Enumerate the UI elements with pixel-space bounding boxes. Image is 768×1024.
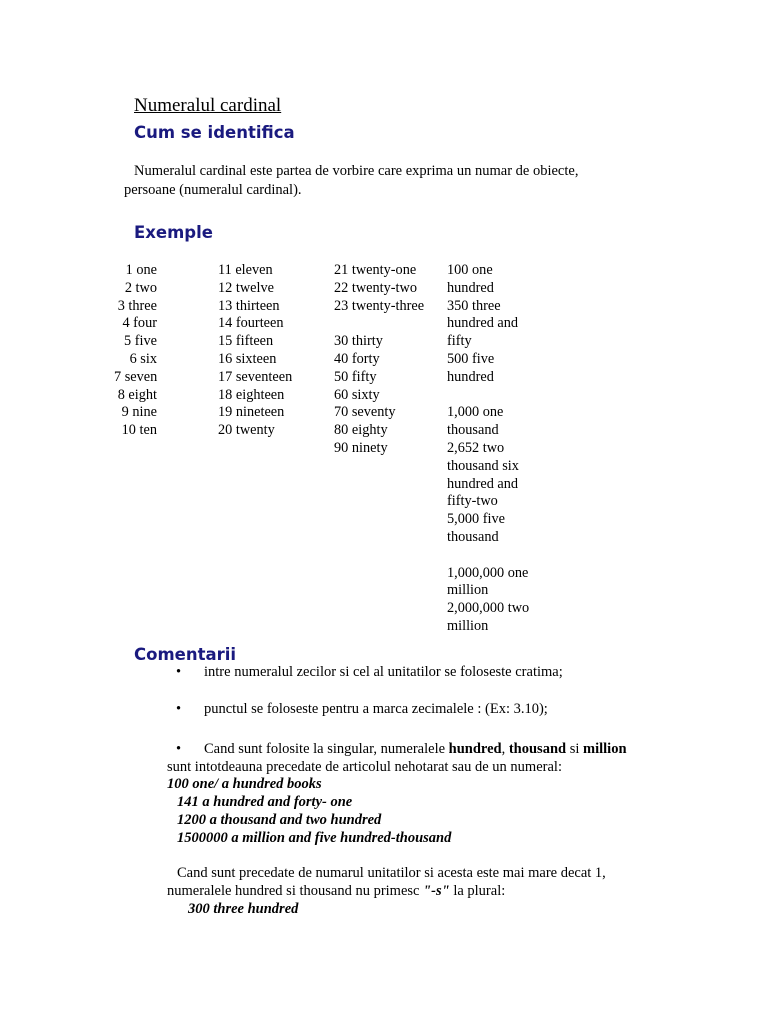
number-entry: 2,000,000 two	[447, 600, 530, 617]
bullet-item-hyphen: intre numeralul zecilor si cel al unitatilor se foloseste cratima;	[204, 664, 563, 680]
plural-note-prefix: numeralele hundred si thousand nu primesc	[167, 883, 424, 899]
number-entry: thousand	[447, 422, 499, 439]
example-line: 1500000 a million and five hundred-thousand	[177, 830, 452, 846]
intro-paragraph	[124, 162, 578, 200]
example-line: 141 a hundred and forty- one	[177, 794, 353, 810]
number-entry: 7 seven	[114, 368, 158, 385]
heading-identify: Cum se identifica	[134, 123, 295, 142]
heading-comments: Comentarii	[134, 645, 237, 664]
number-entry: 13 thirteen	[218, 297, 280, 314]
number-entry: 10 ten	[121, 422, 157, 439]
number-entry: million	[447, 582, 489, 599]
word-hundred: hundred	[448, 741, 502, 757]
number-entry: 5 five	[124, 333, 157, 350]
heading-examples: Exemple	[134, 223, 213, 242]
number-entry: 12 twelve	[218, 279, 274, 296]
word-thousand: thousand	[508, 741, 567, 757]
number-entry: 16 sixteen	[218, 350, 277, 367]
number-entry: fifty	[447, 333, 472, 350]
number-entry: 80 eighty	[334, 422, 388, 439]
page-title: Numeralul cardinal	[134, 95, 282, 116]
number-entry: 11 eleven	[218, 262, 273, 278]
word-million: million	[583, 741, 627, 757]
bullet-item-decimal: punctul se foloseste pentru a marca zecimalele : (Ex: 3.10);	[204, 701, 548, 717]
number-entry: 22 twenty-two	[334, 279, 417, 296]
number-entry: 350 three	[447, 297, 501, 314]
number-entry: 5,000 five	[447, 511, 505, 528]
plural-note-end: la plural:	[449, 883, 506, 899]
plural-example: 300 three hundred	[188, 901, 299, 917]
number-entry: 3 three	[117, 297, 157, 314]
singular-line-2: sunt intotdeauna precedate de articolul nehotarat sau de un numeral:	[167, 759, 562, 775]
intro-line-1: Numeralul cardinal este partea de vorbire care exprima un numar de obiecte,	[134, 163, 579, 179]
number-entry: 19 nineteen	[218, 404, 285, 421]
numbers-column-4	[447, 262, 529, 636]
plural-note-line-1: Cand sunt precedate de numarul unitatilor si acesta este mai mare decat 1,	[177, 865, 606, 881]
number-entry: hundred	[447, 279, 494, 296]
plural-note-line-2	[167, 883, 505, 900]
example-line: 100 one/ a hundred books	[167, 776, 322, 792]
numbers-column-2	[218, 262, 292, 440]
conjunction-si: si	[566, 741, 583, 757]
number-entry: 1,000 one	[447, 404, 504, 421]
number-entry: hundred	[447, 368, 494, 385]
number-entry: 9 nine	[121, 404, 157, 421]
number-spacer	[334, 315, 424, 333]
number-entry: 23 twenty-three	[334, 297, 425, 314]
numbers-column-1	[114, 262, 157, 440]
number-entry: 1 one	[125, 262, 157, 278]
number-entry: thousand six	[447, 457, 519, 474]
number-entry: hundred and	[447, 475, 519, 492]
intro-line-2: persoane (numeralul cardinal).	[124, 182, 302, 198]
singular-prefix: Cand sunt folosite la singular, numeralele	[204, 741, 449, 757]
number-entry: 1,000,000 one	[447, 564, 529, 581]
number-entry: 8 eight	[117, 386, 157, 403]
number-entry: 30 thirty	[334, 333, 383, 350]
number-entry: 17 seventeen	[218, 368, 293, 385]
comma: ,	[501, 741, 509, 757]
number-entry: 6 six	[129, 350, 157, 367]
number-entry: million	[447, 617, 489, 634]
number-entry: thousand	[447, 528, 499, 545]
number-spacer	[447, 547, 529, 565]
bullet-marker: •	[176, 701, 182, 717]
number-entry: fifty-two	[447, 493, 498, 510]
suffix-s: "-s"	[423, 883, 450, 899]
bullet-marker: •	[176, 664, 182, 680]
example-line: 1200 a thousand and two hundred	[177, 812, 382, 828]
numbers-column-3	[334, 262, 424, 458]
number-entry: hundred and	[447, 315, 519, 332]
number-entry: 14 fourteen	[218, 315, 284, 332]
number-entry: 20 twenty	[218, 422, 275, 439]
number-entry: 21 twenty-one	[334, 262, 417, 278]
number-entry: 60 sixty	[334, 386, 380, 403]
number-entry: 4 four	[122, 315, 157, 332]
bullet-marker: •	[176, 741, 182, 757]
number-entry: 50 fifty	[334, 368, 377, 385]
number-entry: 15 fifteen	[218, 333, 274, 350]
number-entry: 100 one	[447, 262, 493, 278]
number-entry: 2 two	[124, 279, 157, 296]
number-entry: 70 seventy	[334, 404, 396, 421]
number-entry: 2,652 two	[447, 439, 505, 456]
number-entry: 18 eighteen	[218, 386, 285, 403]
number-spacer	[447, 387, 529, 405]
number-entry: 500 five	[447, 350, 495, 367]
bullet-item-singular	[204, 741, 627, 758]
number-entry: 90 ninety	[334, 439, 388, 456]
number-entry: 40 forty	[334, 350, 380, 367]
